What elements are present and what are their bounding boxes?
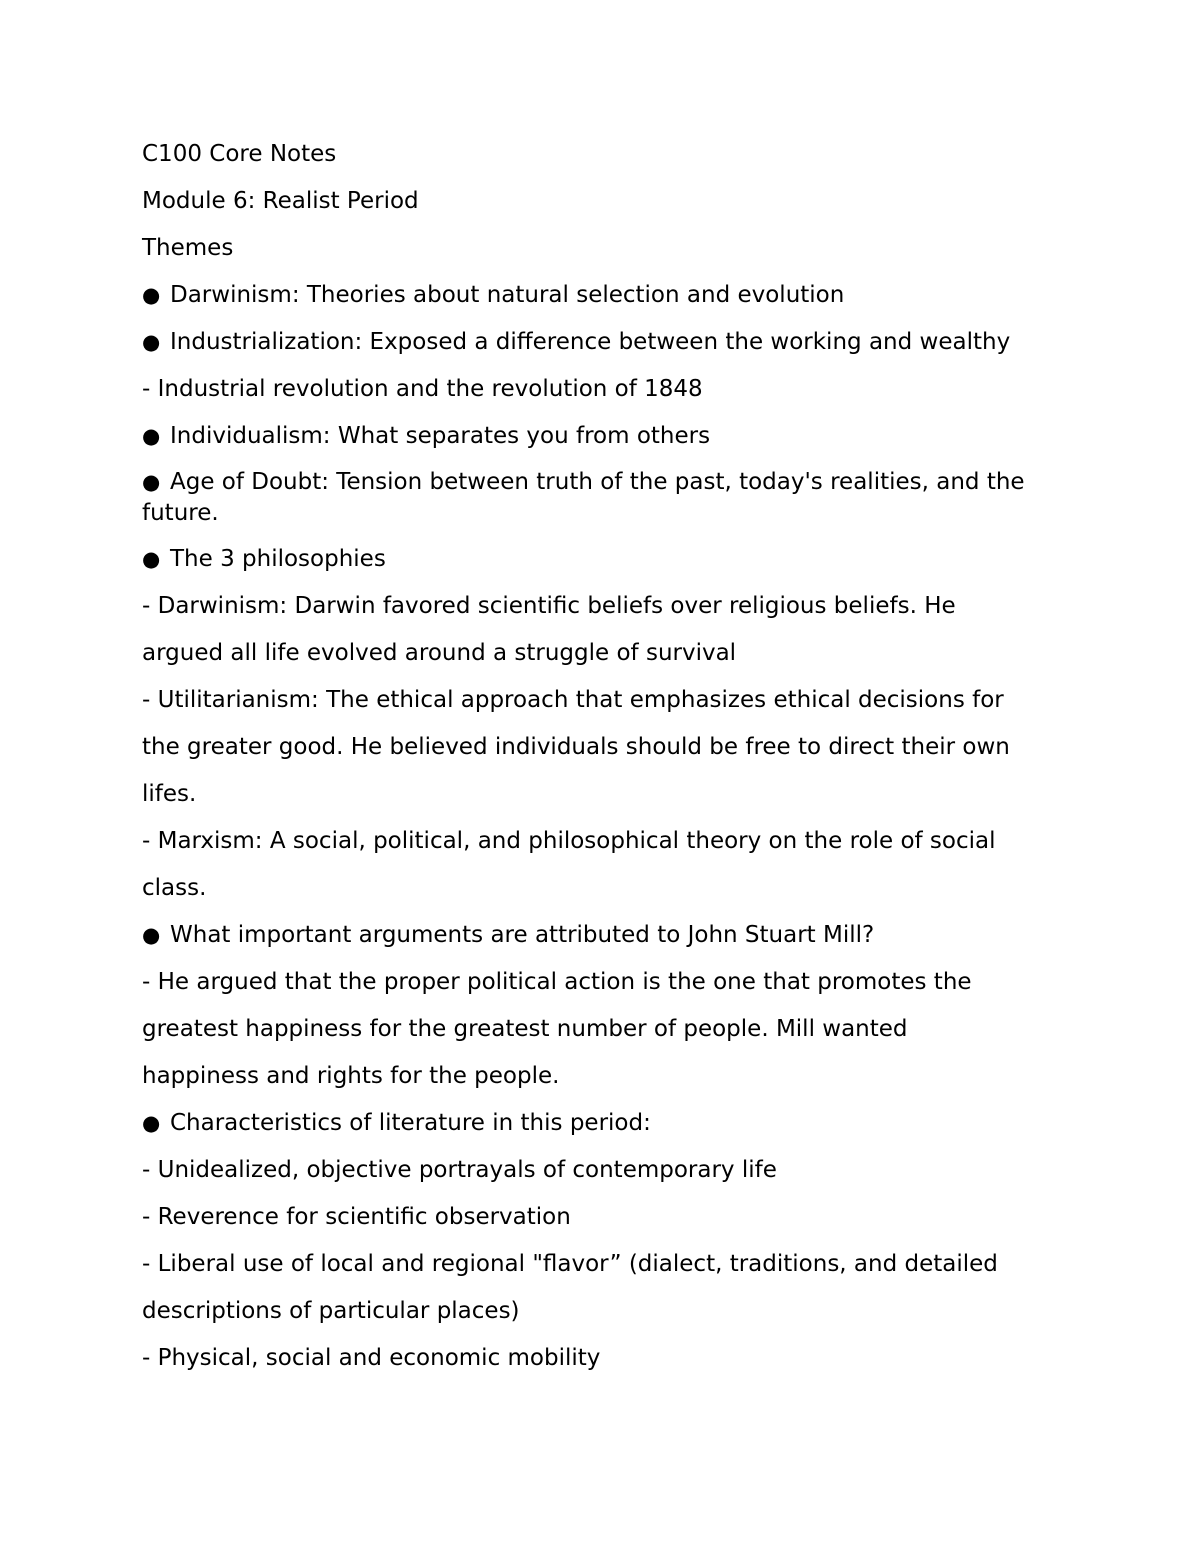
bullet-item: ● What important arguments are attributed to John Stuart Mill?: [142, 919, 1062, 952]
sub-item-continued: lifes.: [142, 781, 197, 807]
sub-item: - Physical, social and economic mobility: [142, 1345, 601, 1371]
bullet-item: ● Age of Doubt: Tension between truth of the past, today's realities, and the future.: [142, 469, 1025, 526]
sub-item: - Unidealized, objective portrayals of contemporary life: [142, 1157, 777, 1183]
sub-item: - Marxism: A social, political, and philosophical theory on the role of social: [142, 828, 996, 854]
sub-item-continued: argued all life evolved around a struggle of survival: [142, 640, 737, 666]
module-heading: Module 6: Realist Period: [142, 188, 419, 214]
sub-item: - Liberal use of local and regional "flavor” (dialect, traditions, and detailed: [142, 1251, 998, 1277]
sub-item-continued: greatest happiness for the greatest number of people. Mill wanted: [142, 1016, 908, 1042]
sub-item-continued: descriptions of particular places): [142, 1298, 520, 1324]
sub-item: - Utilitarianism: The ethical approach that emphasizes ethical decisions for: [142, 687, 1004, 713]
bullet-icon: ●: [142, 547, 161, 571]
sub-item: - Darwinism: Darwin favored scientific beliefs over religious beliefs. He: [142, 593, 956, 619]
bullet-icon: ●: [142, 283, 161, 307]
bullet-icon: ●: [142, 1111, 161, 1135]
bullet-icon: ●: [142, 330, 161, 354]
bullet-icon: ●: [142, 923, 161, 947]
section-heading: Themes: [142, 235, 234, 261]
bullet-item: ● Industrialization: Exposed a difference between the working and wealthy: [142, 326, 1062, 359]
bullet-item: ● Darwinism: Theories about natural selection and evolution: [142, 279, 1062, 312]
bullet-icon: ●: [142, 470, 161, 494]
bullet-item: ● Characteristics of literature in this period:: [142, 1107, 1062, 1140]
sub-item: - Industrial revolution and the revolution of 1848: [142, 376, 703, 402]
sub-item: - He argued that the proper political action is the one that promotes the: [142, 969, 972, 995]
sub-item-continued: happiness and rights for the people.: [142, 1063, 560, 1089]
bullet-item: ● The 3 philosophies: [142, 543, 1062, 576]
sub-item-continued: class.: [142, 875, 207, 901]
document-body: [142, 138, 1062, 1389]
bullet-icon: ●: [142, 424, 161, 448]
bullet-item: ● Individualism: What separates you from others: [142, 420, 1062, 453]
document-title: C100 Core Notes: [142, 141, 337, 167]
sub-item-continued: the greater good. He believed individuals should be free to direct their own: [142, 734, 1010, 760]
sub-item: - Reverence for scientific observation: [142, 1204, 571, 1230]
